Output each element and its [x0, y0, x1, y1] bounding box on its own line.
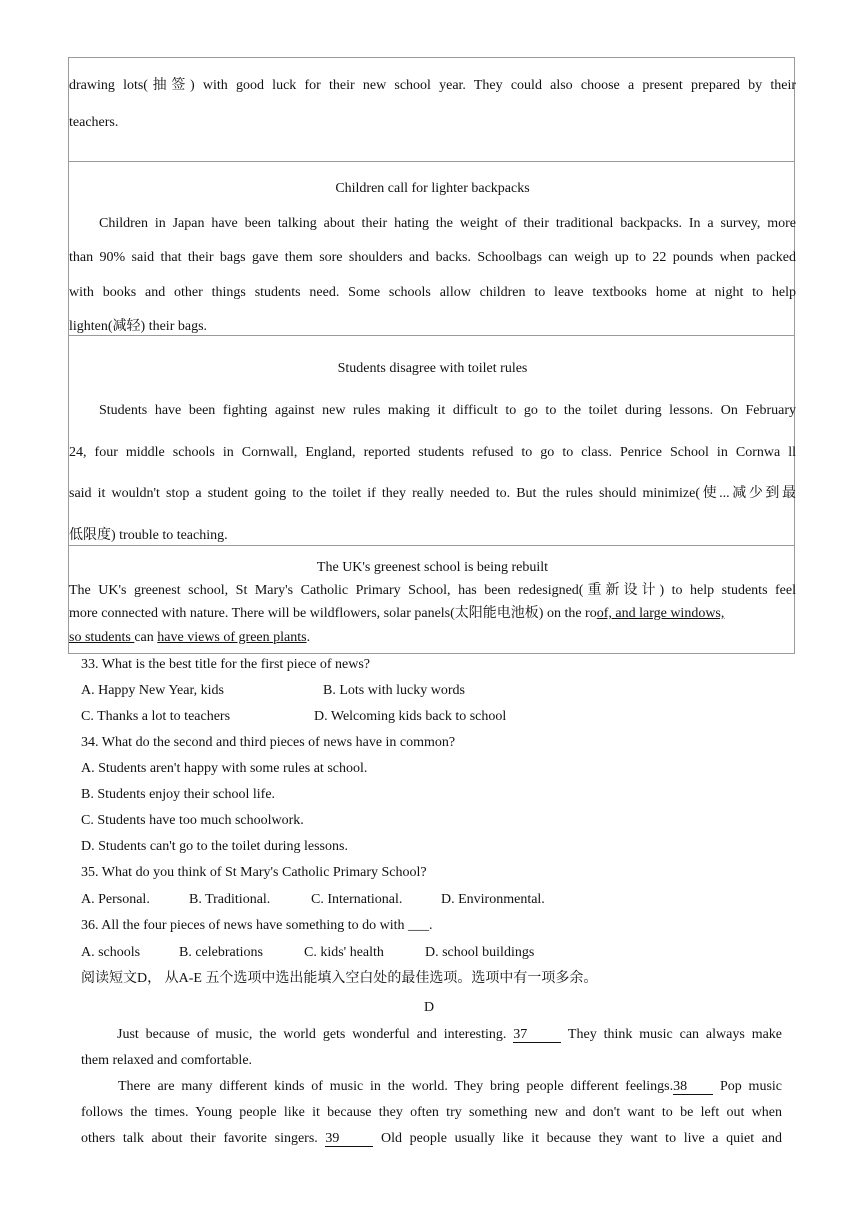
news-item-4-underlined-text-2: so students: [69, 630, 135, 645]
question-33-option-b: B. Lots with lucky words: [323, 683, 465, 698]
paragraph-text: Pop music: [713, 1079, 782, 1094]
question-36-option-c: C. kids' health: [304, 945, 384, 960]
news-item-4-line-3-end: .: [306, 630, 311, 645]
question-35-option-c: C. International.: [311, 892, 403, 907]
news-item-4-line-3-text: can: [134, 630, 158, 645]
question-34-option-c: C. Students have too much schoolwork.: [81, 813, 304, 828]
question-33-option-c: C. Thanks a lot to teachers: [81, 709, 231, 724]
news-item-3-line-1: Students have been fighting against new rules making it difficult to go to the toilet during lessons. On February: [99, 403, 796, 418]
question-36-option-d: D. school buildings: [425, 945, 535, 960]
question-35-option-b: B. Traditional.: [189, 892, 271, 907]
question-33-option-d: D. Welcoming kids back to school: [314, 709, 507, 724]
news-item-4-line-3: [69, 630, 796, 646]
question-34-option-d: D. Students can't go to the toilet during lessons.: [81, 839, 348, 854]
news-item-3-line-2: 24, four middle schools in Cornwall, England, reported students refused to go to class. Penrice School in Cornwa ll: [69, 445, 796, 460]
news-item-2-line-1: Children in Japan have been talking about their hating the weight of their traditional backpacks. In a survey, more: [99, 216, 796, 231]
section-d-heading: D: [424, 1000, 435, 1015]
paragraph-text: They think music can always make: [561, 1027, 783, 1042]
question-36-option-a: A. schools: [81, 945, 141, 960]
news-item-4: [69, 545, 794, 655]
news-table: [68, 57, 795, 654]
question-33-stem: 33. What is the best title for the first piece of news?: [81, 657, 370, 672]
news-item-1: [69, 58, 794, 161]
section-d-instruction: 阅读短文D， 从A-E 五个选项中选出能填入空白处的最佳选项。选项中有一项多余。: [81, 971, 598, 986]
news-item-3-line-4: 低限度) trouble to teaching.: [69, 528, 228, 543]
news-item-3-title: Students disagree with toilet rules: [337, 361, 528, 376]
paragraph-text: Old people usually like it because they want to live a quiet and: [373, 1131, 782, 1146]
question-36-option-b: B. celebrations: [179, 945, 263, 960]
question-34-stem: 34. What do the second and third pieces of news have in common?: [81, 735, 456, 750]
question-33-option-a: A. Happy New Year, kids: [81, 683, 224, 698]
paragraph-text: others talk about their favorite singers.: [81, 1131, 326, 1146]
news-item-2-title: Children call for lighter backpacks: [335, 181, 530, 196]
question-34-option-b: B. Students enjoy their school life.: [81, 787, 276, 802]
section-d-paragraph-1-line-1: [81, 1027, 782, 1043]
paragraph-text: There are many different kinds of music in the world. They bring people different feelings.: [118, 1079, 674, 1094]
section-d-paragraph-2-line-1: [81, 1079, 782, 1095]
news-item-3: [69, 335, 794, 545]
section-d-paragraph-2-line-3: [81, 1131, 782, 1147]
question-35-stem: 35. What do you think of St Mary's Catholic Primary School?: [81, 865, 427, 880]
answer-blank-38[interactable]: 38: [673, 1079, 713, 1095]
section-d-paragraph-2-line-2: follows the times. Young people like it because they often try something new and don't want to be left out when: [81, 1105, 782, 1120]
question-35-option-a: A. Personal.: [81, 892, 150, 907]
paragraph-text: Just because of music, the world gets wonderful and interesting.: [117, 1027, 514, 1042]
question-34-option-a: A. Students aren't happy with some rules at school.: [81, 761, 368, 776]
news-item-1-line-2: teachers.: [69, 115, 119, 130]
news-item-4-line-1: The UK's greenest school, St Mary's Catholic Primary School, has been redesigned(重新设计) to help students feel: [69, 583, 796, 598]
answer-blank-39[interactable]: 39: [325, 1131, 373, 1147]
news-item-3-line-3: said it wouldn't stop a student going to the toilet if they really needed to. But the rules should minimize(使...减少到最: [69, 486, 796, 501]
section-d-paragraph-1-line-2: them relaxed and comfortable.: [81, 1053, 253, 1068]
news-item-4-underlined-text: of, and large windows,: [596, 606, 725, 621]
news-item-4-line-2-text: more connected with nature. There will be wildflowers, solar panels(太阳能电池板) on the ro: [69, 606, 597, 621]
news-item-4-underlined-text-3: have views of green plants: [157, 630, 307, 645]
news-item-2: [69, 161, 794, 335]
news-item-2-line-3: with books and other things students need. Some schools allow children to leave textbooks home at night to help: [69, 285, 796, 300]
question-35-option-d: D. Environmental.: [441, 892, 545, 907]
news-item-1-line-1: drawing lots(抽签) with good luck for their new school year. They could also choose a present prepared by their: [69, 78, 796, 93]
news-item-2-line-4: lighten(减轻) their bags.: [69, 319, 208, 334]
question-36-stem: 36. All the four pieces of news have something to do with ___.: [81, 918, 433, 933]
answer-blank-37[interactable]: 37: [513, 1027, 561, 1043]
news-item-2-line-2: than 90% said that their bags gave them sore shoulders and backs. Schoolbags can weigh up to 22 pounds when packed: [69, 250, 796, 265]
news-item-4-title: The UK's greenest school is being rebuilt: [316, 560, 549, 575]
news-item-4-line-2: [69, 606, 796, 622]
